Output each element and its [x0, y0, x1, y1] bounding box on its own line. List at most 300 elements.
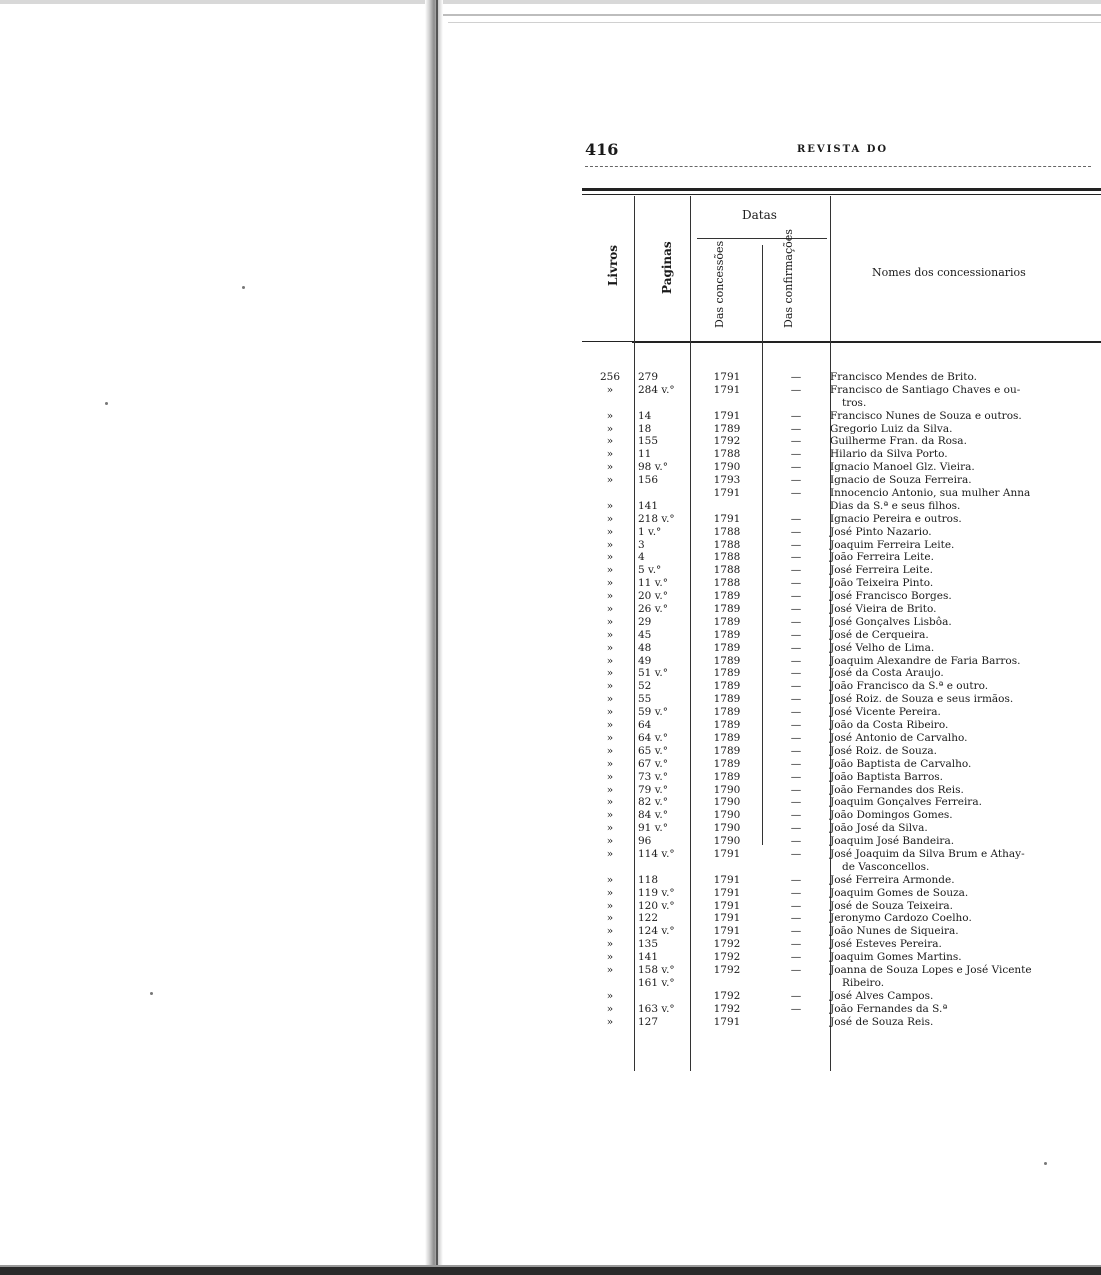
- cell-nome: Dias da S.ª e seus filhos.: [830, 499, 961, 512]
- cell-confirmacao: —: [790, 873, 802, 886]
- gutter-line: [436, 0, 438, 1265]
- cell-confirmacao: —: [790, 770, 802, 783]
- cell-livro: »: [606, 925, 614, 938]
- cell-confirmacao: —: [790, 615, 802, 628]
- cell-livro: »: [606, 770, 614, 783]
- table-row: [582, 848, 1101, 861]
- cell-concessao: 1789: [713, 731, 741, 744]
- scan-edge-line: [440, 14, 1101, 16]
- cell-confirmacao: —: [790, 371, 802, 383]
- cell-pagina: 3: [638, 538, 645, 551]
- cell-confirmacao: —: [790, 551, 802, 564]
- cell-confirmacao: —: [790, 809, 802, 822]
- cell-nome: João Fernandes da S.ª: [830, 1002, 948, 1015]
- cell-concessao: 1790: [713, 809, 741, 822]
- cell-livro: »: [606, 435, 614, 448]
- cell-nome: José Roiz. de Souza e seus irmãos.: [830, 693, 1014, 706]
- cell-concessao: 1789: [713, 770, 741, 783]
- cell-nome: João Domingos Gomes.: [830, 809, 953, 822]
- cell-concessao: 1789: [713, 628, 741, 641]
- cell-concessao: 1789: [713, 719, 741, 732]
- table-row: [582, 603, 1101, 616]
- cell-nome: tros.: [842, 396, 867, 409]
- cell-pagina: 84 v.°: [638, 809, 668, 822]
- cell-pagina: 119 v.°: [638, 886, 675, 899]
- cell-pagina: 1 v.°: [638, 525, 662, 538]
- cell-livro: »: [606, 680, 614, 693]
- cell-nome: Joaquim Gomes Martins.: [830, 951, 962, 964]
- cell-pagina: 124 v.°: [638, 925, 675, 938]
- table-row: [582, 809, 1101, 822]
- cell-concessao: 1790: [713, 783, 741, 796]
- scan-speck: [105, 402, 108, 405]
- cell-pagina: 65 v.°: [638, 744, 668, 757]
- cell-confirmacao: —: [790, 796, 802, 809]
- cell-nome: Francisco Nunes de Souza e outros.: [830, 409, 1022, 422]
- cell-nome: Innocencio Antonio, sua mulher Anna: [830, 487, 1031, 500]
- cell-pagina: 284 v.°: [638, 383, 675, 396]
- cell-pagina: 20 v.°: [638, 590, 668, 603]
- cell-concessao: 1788: [713, 564, 741, 577]
- column-header-das-confirmacoes: Das confirmações: [782, 229, 795, 328]
- cell-confirmacao: —: [790, 731, 802, 744]
- cell-nome: Hilario da Silva Porto.: [830, 448, 948, 461]
- cell-confirmacao: —: [790, 461, 802, 474]
- cell-concessao: 1791: [713, 383, 741, 396]
- cell-livro: »: [606, 951, 614, 964]
- cell-confirmacao: —: [790, 435, 802, 448]
- cell-nome: de Vasconcellos.: [842, 860, 930, 873]
- cell-concessao: 1792: [713, 938, 741, 951]
- cell-concessao: 1788: [713, 525, 741, 538]
- cell-confirmacao: —: [790, 590, 802, 603]
- cell-nome: Francisco de Santiago Chaves e ou-: [830, 383, 1021, 396]
- scan-speck: [242, 286, 245, 289]
- cell-pagina: 163 v.°: [638, 1002, 675, 1015]
- cell-livro: »: [606, 615, 614, 628]
- table-row: [582, 719, 1101, 732]
- table-row: [582, 513, 1101, 526]
- cell-concessao: 1791: [713, 371, 741, 383]
- table-row: [582, 912, 1101, 925]
- table-row: [582, 667, 1101, 680]
- cell-confirmacao: —: [790, 448, 802, 461]
- table-row: [582, 629, 1101, 642]
- table-row: [582, 616, 1101, 629]
- cell-concessao: 1789: [713, 680, 741, 693]
- datas-group-rule: [697, 238, 827, 239]
- table-row: [582, 861, 1101, 874]
- cell-nome: João Teixeira Pinto.: [830, 577, 934, 590]
- cell-confirmacao: —: [790, 783, 802, 796]
- cell-livro: »: [606, 963, 614, 976]
- cell-confirmacao: —: [790, 951, 802, 964]
- cell-pagina: 45: [638, 628, 652, 641]
- cell-livro: »: [606, 654, 614, 667]
- cell-livro: »: [606, 822, 614, 835]
- cell-pagina: 96: [638, 835, 652, 848]
- cell-concessao: 1789: [713, 641, 741, 654]
- cell-livro: »: [606, 912, 614, 925]
- cell-pagina: 82 v.°: [638, 796, 668, 809]
- cell-livro: »: [606, 474, 614, 487]
- cell-livro: »: [606, 564, 614, 577]
- concessions-table: [582, 188, 1101, 1078]
- table-top-rule: [582, 194, 1101, 195]
- cell-nome: Ignacio Manoel Glz. Vieira.: [830, 461, 975, 474]
- cell-confirmacao: —: [790, 667, 802, 680]
- cell-nome: José Alves Campos.: [830, 989, 934, 1002]
- cell-livro: »: [606, 809, 614, 822]
- cell-pagina: 141: [638, 499, 659, 512]
- cell-confirmacao: —: [790, 847, 802, 860]
- cell-confirmacao: —: [790, 474, 802, 487]
- table-row: [582, 758, 1101, 771]
- cell-confirmacao: —: [790, 912, 802, 925]
- cell-pagina: 18: [638, 422, 652, 435]
- cell-confirmacao: —: [790, 680, 802, 693]
- table-row: [582, 539, 1101, 552]
- cell-livro: »: [606, 719, 614, 732]
- cell-confirmacao: —: [790, 538, 802, 551]
- cell-livro: »: [606, 538, 614, 551]
- cell-pagina: 127: [638, 1015, 659, 1028]
- cell-concessao: 1791: [713, 899, 741, 912]
- cell-nome: Guilherme Fran. da Rosa.: [830, 435, 967, 448]
- cell-concessao: 1792: [713, 435, 741, 448]
- cell-concessao: 1791: [713, 912, 741, 925]
- table-row: [582, 474, 1101, 487]
- cell-pagina: 79 v.°: [638, 783, 668, 796]
- cell-nome: José de Souza Reis.: [830, 1015, 934, 1028]
- header-bottom-rule: [582, 341, 632, 342]
- cell-nome: José Francisco Borges.: [830, 590, 952, 603]
- cell-concessao: 1789: [713, 590, 741, 603]
- cell-nome: Joaquim Ferreira Leite.: [830, 538, 955, 551]
- cell-livro: »: [606, 461, 614, 474]
- table-row: [582, 448, 1101, 461]
- cell-livro: »: [606, 693, 614, 706]
- cell-livro: »: [606, 551, 614, 564]
- cell-concessao: 1789: [713, 615, 741, 628]
- cell-concessao: 1793: [713, 474, 741, 487]
- cell-pagina: 11: [638, 448, 652, 461]
- cell-nome: Ignacio Pereira e outros.: [830, 512, 962, 525]
- cell-nome: José Vicente Pereira.: [830, 706, 941, 719]
- cell-concessao: 1788: [713, 551, 741, 564]
- cell-nome: João Baptista de Carvalho.: [830, 757, 972, 770]
- cell-pagina: 4: [638, 551, 645, 564]
- cell-nome: José Roiz. de Souza.: [830, 744, 937, 757]
- table-row: [582, 500, 1101, 513]
- cell-nome: Joaquim José Bandeira.: [830, 835, 955, 848]
- cell-concessao: 1791: [713, 1015, 741, 1028]
- cell-nome: José Joaquim da Silva Brum e Athay-: [830, 847, 1025, 860]
- cell-concessao: 1791: [713, 847, 741, 860]
- table-row: [582, 771, 1101, 784]
- table-row: [582, 435, 1101, 448]
- table-row: [582, 526, 1101, 539]
- cell-concessao: 1790: [713, 822, 741, 835]
- cell-livro: »: [606, 835, 614, 848]
- cell-concessao: 1788: [713, 448, 741, 461]
- cell-nome: João Baptista Barros.: [830, 770, 943, 783]
- table-row: [582, 990, 1101, 1003]
- cell-nome: José da Costa Araujo.: [830, 667, 944, 680]
- cell-concessao: 1791: [713, 512, 741, 525]
- table-row: [582, 784, 1101, 797]
- scan-top-edge: [0, 0, 1101, 4]
- cell-concessao: 1792: [713, 1002, 741, 1015]
- cell-pagina: 26 v.°: [638, 603, 668, 616]
- cell-confirmacao: —: [790, 603, 802, 616]
- cell-pagina: 11 v.°: [638, 577, 668, 590]
- cell-nome: João José da Silva.: [830, 822, 928, 835]
- cell-livro: »: [606, 757, 614, 770]
- cell-nome: Joaquim Alexandre de Faria Barros.: [830, 654, 1021, 667]
- cell-confirmacao: —: [790, 693, 802, 706]
- table-row: [582, 551, 1101, 564]
- cell-confirmacao: —: [790, 719, 802, 732]
- table-row: [582, 461, 1101, 474]
- cell-livro: »: [606, 731, 614, 744]
- cell-confirmacao: —: [790, 409, 802, 422]
- table-top-rule: [582, 188, 1101, 191]
- cell-livro: »: [606, 603, 614, 616]
- cell-concessao: 1790: [713, 835, 741, 848]
- cell-concessao: 1791: [713, 873, 741, 886]
- cell-confirmacao: —: [790, 422, 802, 435]
- cell-concessao: 1791: [713, 925, 741, 938]
- table-row: [582, 964, 1101, 977]
- cell-concessao: 1791: [713, 409, 741, 422]
- cell-confirmacao: —: [790, 886, 802, 899]
- cell-pagina: 67 v.°: [638, 757, 668, 770]
- table-row: [582, 1003, 1101, 1016]
- cell-livro: »: [606, 512, 614, 525]
- cell-nome: José Ferreira Leite.: [830, 564, 933, 577]
- cell-pagina: 141: [638, 951, 659, 964]
- cell-pagina: 48: [638, 641, 652, 654]
- cell-nome: José Ferreira Armonde.: [830, 873, 955, 886]
- cell-nome: Ignacio de Souza Ferreira.: [830, 474, 972, 487]
- cell-concessao: 1792: [713, 989, 741, 1002]
- cell-pagina: 5 v.°: [638, 564, 662, 577]
- table-row: [582, 706, 1101, 719]
- cell-concessao: 1791: [713, 886, 741, 899]
- cell-pagina: 218 v.°: [638, 512, 675, 525]
- cell-confirmacao: —: [790, 564, 802, 577]
- cell-concessao: 1791: [713, 487, 741, 500]
- scan-speck: [150, 992, 153, 995]
- cell-concessao: 1788: [713, 538, 741, 551]
- table-row: [582, 835, 1101, 848]
- cell-livro: »: [606, 590, 614, 603]
- cell-nome: José Vieira de Brito.: [830, 603, 937, 616]
- cell-nome: José de Souza Teixeira.: [830, 899, 954, 912]
- cell-nome: Gregorio Luiz da Silva.: [830, 422, 953, 435]
- table-row: [582, 1016, 1101, 1029]
- cell-confirmacao: —: [790, 989, 802, 1002]
- cell-nome: João Ferreira Leite.: [830, 551, 934, 564]
- cell-livro: »: [606, 628, 614, 641]
- cell-confirmacao: —: [790, 525, 802, 538]
- column-header-livros: Livros: [606, 244, 620, 286]
- cell-confirmacao: —: [790, 744, 802, 757]
- cell-confirmacao: —: [790, 835, 802, 848]
- cell-livro: »: [606, 938, 614, 951]
- cell-pagina: 135: [638, 938, 659, 951]
- column-header-das-concessoes: Das concessões: [713, 240, 726, 328]
- cell-nome: Joaquim Gomes de Souza.: [830, 886, 969, 899]
- table-row: [582, 423, 1101, 436]
- cell-confirmacao: —: [790, 641, 802, 654]
- table-row: [582, 796, 1101, 809]
- table-row: [582, 977, 1101, 990]
- table-row: [582, 371, 1101, 384]
- cell-concessao: 1789: [713, 422, 741, 435]
- cell-nome: João Francisco da S.ª e outro.: [830, 680, 989, 693]
- cell-livro: »: [606, 409, 614, 422]
- cell-nome: José Esteves Pereira.: [830, 938, 942, 951]
- cell-pagina: 161 v.°: [638, 976, 675, 989]
- table-row: [582, 887, 1101, 900]
- cell-livro: 256: [599, 371, 621, 383]
- cell-pagina: 158 v.°: [638, 963, 675, 976]
- table-row: [582, 577, 1101, 590]
- table-row: [582, 745, 1101, 758]
- cell-concessao: 1789: [713, 706, 741, 719]
- cell-confirmacao: —: [790, 899, 802, 912]
- cell-nome: João Fernandes dos Reis.: [830, 783, 964, 796]
- cell-nome: Joanna de Souza Lopes e José Vicente: [830, 963, 1032, 976]
- cell-pagina: 98 v.°: [638, 461, 668, 474]
- cell-pagina: 64: [638, 719, 652, 732]
- cell-pagina: 51 v.°: [638, 667, 668, 680]
- cell-confirmacao: —: [790, 577, 802, 590]
- cell-confirmacao: —: [790, 654, 802, 667]
- cell-pagina: 114 v.°: [638, 847, 675, 860]
- cell-pagina: 14: [638, 409, 652, 422]
- cell-nome: Jeronymo Cardozo Coelho.: [830, 912, 972, 925]
- cell-confirmacao: —: [790, 512, 802, 525]
- cell-pagina: 55: [638, 693, 652, 706]
- cell-pagina: 64 v.°: [638, 731, 668, 744]
- scan-edge-line: [448, 22, 1101, 23]
- cell-nome: José Antonio de Carvalho.: [830, 731, 968, 744]
- cell-concessao: 1788: [713, 577, 741, 590]
- cell-pagina: 118: [638, 873, 659, 886]
- cell-pagina: 49: [638, 654, 652, 667]
- table-row: [582, 487, 1101, 500]
- column-header-datas: Datas: [742, 208, 777, 222]
- cell-confirmacao: —: [790, 963, 802, 976]
- cell-concessao: 1789: [713, 744, 741, 757]
- cell-confirmacao: —: [790, 938, 802, 951]
- table-body: [582, 371, 1101, 1028]
- cell-pagina: 120 v.°: [638, 899, 675, 912]
- cell-concessao: 1790: [713, 796, 741, 809]
- cell-livro: »: [606, 1002, 614, 1015]
- cell-livro: »: [606, 422, 614, 435]
- book-gutter: [425, 0, 443, 1265]
- cell-pagina: 155: [638, 435, 659, 448]
- header-bottom-rule: [632, 341, 1101, 343]
- cell-livro: »: [606, 667, 614, 680]
- table-row: [582, 590, 1101, 603]
- cell-livro: »: [606, 847, 614, 860]
- cell-livro: »: [606, 989, 614, 1002]
- cell-concessao: 1789: [713, 603, 741, 616]
- cell-nome: Francisco Mendes de Brito.: [830, 371, 977, 383]
- cell-concessao: 1789: [713, 757, 741, 770]
- cell-nome: José Velho de Lima.: [830, 641, 935, 654]
- cell-concessao: 1790: [713, 461, 741, 474]
- table-row: [582, 925, 1101, 938]
- cell-livro: »: [606, 796, 614, 809]
- cell-nome: José Pinto Nazario.: [830, 525, 932, 538]
- cell-confirmacao: —: [790, 1002, 802, 1015]
- cell-livro: »: [606, 1015, 614, 1028]
- page-number: 416: [585, 140, 619, 159]
- cell-confirmacao: —: [790, 706, 802, 719]
- column-header-nomes: Nomes dos concessionarios: [872, 266, 1026, 279]
- cell-pagina: 73 v.°: [638, 770, 668, 783]
- table-row: [582, 900, 1101, 913]
- cell-pagina: 279: [638, 371, 659, 383]
- scan-bottom-edge: [0, 1267, 1101, 1275]
- column-header-paginas: Paginas: [660, 241, 674, 294]
- cell-nome: João Nunes de Siqueira.: [830, 925, 959, 938]
- cell-nome: Ribeiro.: [842, 976, 885, 989]
- cell-livro: »: [606, 383, 614, 396]
- cell-nome: José Gonçalves Lisbôa.: [830, 615, 952, 628]
- cell-concessao: 1792: [713, 951, 741, 964]
- table-row: [582, 951, 1101, 964]
- cell-pagina: 91 v.°: [638, 822, 668, 835]
- cell-concessao: 1789: [713, 693, 741, 706]
- running-title: REVISTA DO: [797, 144, 889, 155]
- table-row: [582, 693, 1101, 706]
- cell-livro: »: [606, 577, 614, 590]
- cell-pagina: 156: [638, 474, 659, 487]
- cell-confirmacao: —: [790, 383, 802, 396]
- table-row: [582, 938, 1101, 951]
- cell-pagina: 52: [638, 680, 652, 693]
- table-row: [582, 397, 1101, 410]
- table-row: [582, 680, 1101, 693]
- cell-livro: »: [606, 873, 614, 886]
- cell-livro: »: [606, 525, 614, 538]
- cell-pagina: 29: [638, 615, 652, 628]
- cell-concessao: 1792: [713, 963, 741, 976]
- cell-confirmacao: —: [790, 925, 802, 938]
- cell-pagina: 122: [638, 912, 659, 925]
- table-row: [582, 874, 1101, 887]
- cell-livro: »: [606, 783, 614, 796]
- cell-livro: »: [606, 641, 614, 654]
- table-row: [582, 655, 1101, 668]
- cell-livro: »: [606, 448, 614, 461]
- cell-livro: »: [606, 499, 614, 512]
- table-row: [582, 732, 1101, 745]
- cell-livro: »: [606, 886, 614, 899]
- cell-livro: »: [606, 744, 614, 757]
- cell-concessao: 1789: [713, 667, 741, 680]
- cell-nome: Joaquim Gonçalves Ferreira.: [830, 796, 982, 809]
- page-header: [585, 140, 1091, 167]
- cell-pagina: 59 v.°: [638, 706, 668, 719]
